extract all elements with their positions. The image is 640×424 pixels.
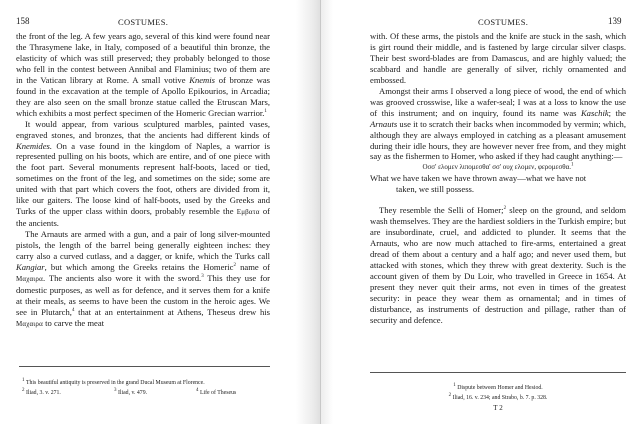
italic-term: Knemis [189, 74, 215, 85]
footnote-text: Iliad, v. 479. [117, 389, 148, 396]
footnote-ref: 4 [71, 307, 75, 313]
text-run: name of [235, 262, 270, 273]
italic-term: Kangiar [16, 262, 45, 273]
text-run: the front of the leg. A few years ago, several of this kind were found near the Thrasymene lake, in Italy, composed of a beautiful thin bronze, the elasticity of which was still preserved; they probably belonged to those who fell in the contest between Annibal and Flaminius; two of them are in the Vatican library at Rome. A small votive [16, 31, 270, 85]
text-run: to carve the meat [42, 317, 105, 328]
footnote-text: This beautiful antiquity is preserved in the grand Ducal Museum at Florence. [25, 380, 205, 386]
footnote-mark: 4 [196, 387, 199, 393]
footnote-text: Iliad, 16. v. 234; and Strabo, b. 7. p. 328. [452, 394, 548, 401]
footnote-ref: 1 [264, 108, 267, 114]
text-run: ; the [608, 107, 626, 118]
text-run: sleep on the ground, and seldom wash themselves. They are the hardiest soldiers in the Turkish empire; but are insubordinate, cruel, and addicted to plunder. It seems that the Arnauts, who are now much attached to fire-arms, entertained a great dread of them about a century and a half ago; and never used them, but attacked with stones, which they threw with great dexterity. Such is the account given of them by Du Loir, who travelled in Greece in 1654. At present they never quit their arms, not even in times of the greatest security: in peace they wear them as ornamental; and in times of disturbance, as instruments of destruction and pillage, rather than of security and defence. [370, 205, 626, 325]
footnote-text: Dispute between Homer and Hesiod. [457, 385, 543, 391]
footnote-rule-left [19, 366, 270, 367]
page-number-left: 158 [16, 16, 30, 26]
footnote-mark: 2 [448, 392, 452, 398]
footnote-mark: 1 [453, 383, 456, 389]
paragraph [16, 229, 270, 330]
footnote [22, 379, 272, 389]
greek-word: Εμβατα [236, 208, 260, 217]
footnote-rule-right [370, 372, 626, 373]
translation-line: taken, we still possess. [396, 184, 475, 195]
text-run: of bronze was found in the excavation at the temple of Apollo Epikourios, in Arcadia; they are also seen on the small bronze statue called the Etruscan Mars, which exhibits a most perfect specimen of the Homeric Grecian warrior. [16, 74, 270, 118]
text-run: They resemble the Selli of Homer; [379, 205, 504, 216]
right-page [320, 0, 640, 424]
paragraph [16, 31, 270, 119]
footnote-text: Iliad, 3. v. 271. [25, 389, 61, 396]
text-run: with. Of these arms, the pistols and the knife are stuck in the sash, which is girt round their middle, and is fastened by large circular silver clasps. Their best sword-blades are from Damascus, and are highly valued; the scabbard and handle are generally of silver, richly ornamented and embossed. [370, 31, 626, 85]
text-run: , but which among the Greeks retains the Homeric [44, 262, 234, 273]
paragraph [370, 205, 626, 325]
footnote [370, 384, 626, 394]
gutter-shadow [296, 0, 320, 424]
footnote [114, 389, 196, 399]
footnotes-left [22, 379, 272, 398]
footnote-mark: 2 [22, 387, 25, 393]
greek-quote [370, 162, 626, 173]
paragraph [370, 31, 626, 86]
running-head-right: COSTUMES. [478, 17, 529, 27]
footnote-mark: 1 [22, 378, 25, 384]
running-head-left: COSTUMES. [118, 17, 169, 27]
greek-quote-text: Οσσ' ελομεν λιπομεσθα' σσ' ουχ ελομεν, φερομεσθα. [422, 163, 572, 172]
italic-term: Kaschik [580, 107, 609, 118]
text-run: of the ancients. [16, 206, 271, 229]
italic-term: Knemides. [16, 140, 53, 151]
text-run: This they use for domestic purposes, as well as for defence, and it serves them for a knife at their meals, as seems to have been the custom in the heroic ages. We see in Plutarch, [16, 272, 270, 317]
text-run: The Arnauts are armed with a gun, and a pair of long silver-mounted pistols, the length of the barrel being generally eighteen inches: they carry also a curved cutlass, and a dagger, or knife, which the Turks call [16, 229, 270, 262]
footnote-mark: 3 [114, 387, 117, 393]
footnote [196, 389, 236, 399]
paragraphs-after-quote [370, 205, 626, 325]
text-run: On a vase found in the kingdom of Naples, a warrior is represented pulling on his boots, which are entire, and of one piece with the foot part. Several monuments represent half-boots, laced or tied, sometimes on the front of the leg, and sometimes on the side; some are united with that part which covers the foot, others are divided from it, like our gaiters. The loose kind of half-boots, used by the Greeks and Turks of the upper class within doors, probably resemble the [16, 140, 270, 217]
italic-term: Arnauts [370, 118, 398, 129]
page-number-right: 139 [608, 16, 622, 26]
translation-line: What we have taken we have thrown away—what we have not [370, 173, 587, 184]
paragraphs-before-quote [370, 31, 626, 162]
right-page-body [370, 31, 626, 326]
text-run: that at an entertainment at Athens, Theseus drew his [74, 306, 270, 317]
footnote-ref: 2 [503, 206, 507, 212]
footnote [370, 394, 626, 404]
footnote-ref: 3 [201, 274, 204, 280]
text-run: It would appear, from various sculptured marbles, painted vases, engraved stones, and bronzes, that the ancients had different kinds of [16, 118, 270, 140]
left-page-body [16, 31, 270, 330]
signature-mark: T 2 [493, 404, 503, 412]
paragraph [370, 86, 626, 163]
greek-word: Μαχαιρα [16, 274, 43, 283]
footnote-text: Life of Theseus [199, 389, 237, 396]
footnotes-right [370, 384, 626, 414]
quote-translation [370, 173, 626, 195]
text-run: use it to scratch their backs when incommoded by vermin; which, although they are always employed in catching as a pleasant amusement during their idle hours, they are however never free from, and they might say as the fishermen to Homer, who asked if they had caught anything:— [370, 118, 626, 162]
footnote-row [22, 389, 272, 399]
footnote-ref: 2 [233, 263, 236, 269]
paragraph [16, 119, 270, 230]
text-run: . The ancients also wore it with the sword. [42, 272, 202, 283]
footnote [22, 389, 114, 399]
greek-word: Μαχαιρα [16, 319, 43, 328]
text-run: Amongst their arms I observed a long piece of wood, the end of which was grooved crosswise, like a wafer-seal; I was at a loss to know the use of this instrument; and on inquiry, found its name was [370, 85, 626, 118]
footnote-mark: 1 [571, 163, 574, 169]
